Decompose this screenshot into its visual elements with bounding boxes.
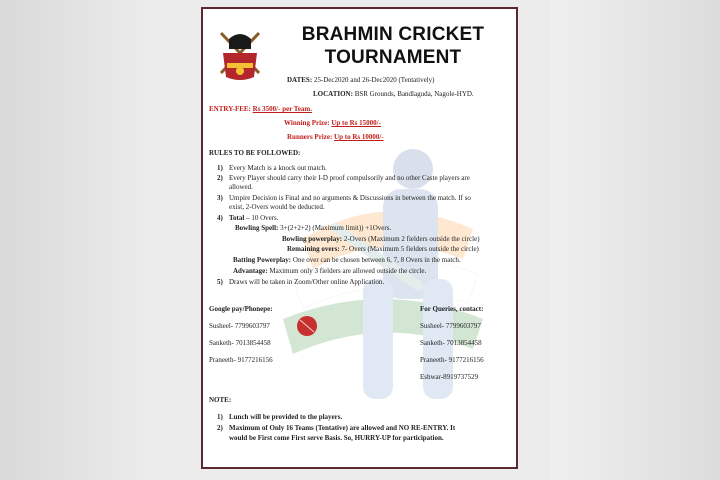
cricket-ball-icon bbox=[296, 315, 318, 337]
entry-fee-value: Rs 3500/- per Team. bbox=[252, 105, 313, 113]
note-text: Lunch will be provided to the players. bbox=[229, 413, 343, 421]
background-right bbox=[550, 0, 720, 480]
location-row bbox=[313, 90, 474, 99]
runners-prize-row bbox=[287, 133, 384, 142]
query-contact: Praneeth- 9177216156 bbox=[420, 356, 484, 364]
note-text-continued: would be First come First serve Basis. So, HURRY-UP for participation. bbox=[229, 434, 444, 442]
rule-text-continued: exist, 2-Overs would be deducted. bbox=[229, 203, 325, 211]
batting-powerplay-value: One over can be chosen between 6, 7, 8 Overs in the match. bbox=[292, 256, 461, 264]
bowling-spell-row bbox=[235, 224, 391, 233]
rule-text: Umpire Decision is Final and no arguments & Discussions in between the match. If so bbox=[229, 194, 471, 202]
query-contact: Susheel- 7799603797 bbox=[420, 322, 481, 330]
rule-text-continued: allowed. bbox=[229, 183, 253, 191]
rule-item bbox=[217, 174, 470, 183]
rule-number: 5) bbox=[217, 278, 223, 286]
gpay-contact: Susheel- 7799603797 bbox=[209, 322, 270, 330]
gpay-contact: Sanketh- 7013854458 bbox=[209, 339, 271, 347]
query-contact: Eshwar-8919737529 bbox=[420, 373, 479, 381]
note-item bbox=[217, 413, 342, 422]
remaining-overs-label: Remaining overs: bbox=[287, 245, 340, 253]
rule-item bbox=[217, 194, 471, 203]
bowling-spell-value: 3+(2+2+2) (Maximum limit)) +1Overs. bbox=[280, 224, 392, 232]
tournament-logo-icon bbox=[217, 27, 263, 83]
poster-title-line1: BRAHMIN CRICKET bbox=[301, 24, 485, 45]
rule-total-value: – 10 Overs. bbox=[246, 214, 279, 222]
batting-powerplay-row bbox=[233, 256, 461, 265]
tournament-poster bbox=[201, 7, 518, 469]
winning-prize-label: Winning Prize: bbox=[284, 119, 330, 127]
rule-item bbox=[217, 164, 327, 173]
rule-text: Every Player should carry their I-D proof compulsorily and no other Caste players are bbox=[229, 174, 470, 182]
gpay-heading: Google pay/Phonepe: bbox=[209, 305, 273, 313]
rules-heading: RULES TO BE FOLLOWED: bbox=[209, 149, 301, 157]
note-number: 1) bbox=[217, 413, 223, 421]
bowling-powerplay-label: Bowling powerplay: bbox=[282, 235, 343, 243]
note-text: Maximum of Only 16 Teams (Tentative) are allowed and NO RE-ENTRY. It bbox=[229, 424, 456, 432]
remaining-overs-row bbox=[287, 245, 479, 254]
advantage-value: Maximum only 3 fielders are allowed outside the circle. bbox=[269, 267, 427, 275]
winning-prize-value: Up to Rs 15000/- bbox=[331, 119, 381, 127]
bowling-spell-label: Bowling Spell: bbox=[235, 224, 279, 232]
runners-prize-value: Up to Rs 10000/- bbox=[334, 133, 384, 141]
rule-number: 3) bbox=[217, 194, 223, 202]
location-label: LOCATION: bbox=[313, 90, 353, 98]
remaining-overs-value: 7- Overs (Maximum 5 fielders outside the circle) bbox=[341, 245, 479, 253]
rule-number: 2) bbox=[217, 174, 223, 182]
entry-fee-row bbox=[209, 105, 312, 114]
rule-text: Draws will be taken in Zoom/Other online Application. bbox=[229, 278, 385, 286]
gpay-contact: Praneeth- 9177216156 bbox=[209, 356, 273, 364]
location-value: BSR Grounds, Bandlaguda, Nagole-HYD. bbox=[354, 90, 474, 98]
background-left bbox=[0, 0, 150, 480]
runners-prize-label: Runners Prize: bbox=[287, 133, 333, 141]
dates-row bbox=[287, 76, 435, 85]
advantage-row bbox=[233, 267, 426, 276]
rule-number: 1) bbox=[217, 164, 223, 172]
rule-text: Every Match is a knock out match. bbox=[229, 164, 327, 172]
winning-prize-row bbox=[284, 119, 381, 128]
bowling-powerplay-value: 2-Overs (Maximum 2 fielders outside the circle) bbox=[343, 235, 480, 243]
rule-number: 4) bbox=[217, 214, 223, 222]
note-heading: NOTE: bbox=[209, 396, 232, 404]
dates-label: DATES: bbox=[287, 76, 313, 84]
note-item bbox=[217, 424, 455, 433]
poster-title-line2: TOURNAMENT bbox=[324, 47, 462, 68]
advantage-label: Advantage: bbox=[233, 267, 268, 275]
query-contact: Sanketh- 7013854458 bbox=[420, 339, 482, 347]
queries-heading: For Queries, contact: bbox=[420, 305, 484, 313]
rule-item bbox=[217, 278, 384, 287]
entry-fee-label: ENTRY-FEE: bbox=[209, 105, 251, 113]
batting-powerplay-label: Batting Powerplay: bbox=[233, 256, 292, 264]
dates-value: 25-Dec2020 and 26-Dec2020 (Tentatively) bbox=[313, 76, 435, 84]
note-number: 2) bbox=[217, 424, 223, 432]
rule-item bbox=[217, 214, 279, 223]
rule-total-label: Total bbox=[229, 214, 245, 222]
bowling-powerplay-row bbox=[282, 235, 480, 244]
